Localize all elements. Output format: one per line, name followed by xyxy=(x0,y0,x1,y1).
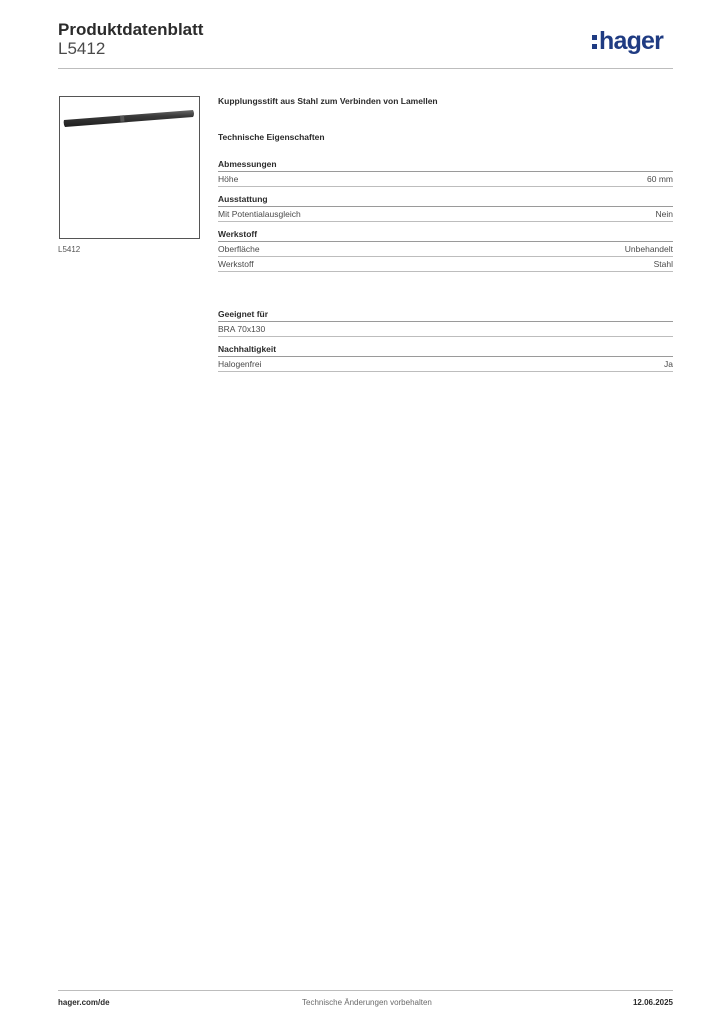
footer-divider xyxy=(58,990,673,991)
spec-label: Werkstoff xyxy=(218,259,254,269)
spec-row xyxy=(218,207,673,222)
spec-value: Ja xyxy=(664,359,673,369)
logo-text: hager xyxy=(599,26,664,55)
spec-value: Unbehandelt xyxy=(624,244,673,254)
footer-date: 12.06.2025 xyxy=(632,998,673,1007)
group-title: Abmessungen xyxy=(218,159,673,172)
coupling-pin-icon xyxy=(60,97,199,238)
page-title: Produktdatenblatt xyxy=(58,20,204,39)
group-title: Geeignet für xyxy=(218,309,673,322)
spec-value: Stahl xyxy=(653,259,673,269)
group-title: Nachhaltigkeit xyxy=(218,344,673,357)
spec-content xyxy=(218,96,673,379)
section-title: Technische Eigenschaften xyxy=(218,132,325,142)
spec-row xyxy=(218,357,673,372)
image-caption: L5412 xyxy=(58,245,81,254)
footer-note: Technische Änderungen vorbehalten xyxy=(302,998,432,1007)
spec-group-nachhaltigkeit xyxy=(218,344,673,372)
group-title: Ausstattung xyxy=(218,194,673,207)
header-divider xyxy=(58,68,673,69)
logo-dots-icon xyxy=(592,35,597,49)
hager-logo xyxy=(592,26,663,56)
spec-row xyxy=(218,172,673,187)
spec-group-werkstoff xyxy=(218,229,673,272)
spec-label: Halogenfrei xyxy=(218,359,262,369)
product-code: L5412 xyxy=(58,39,106,58)
spec-row xyxy=(218,242,673,257)
product-description: Kupplungsstift aus Stahl zum Verbinden von Lamellen xyxy=(218,96,438,106)
group-title: Werkstoff xyxy=(218,229,673,242)
spec-row xyxy=(218,257,673,272)
footer-website-link[interactable]: hager.com/de xyxy=(58,998,110,1007)
spec-value: 60 mm xyxy=(647,174,673,184)
spec-label: Mit Potentialausgleich xyxy=(218,209,301,219)
spec-row xyxy=(218,322,673,337)
spec-group-geeignet-fuer xyxy=(218,309,673,337)
spec-label: Höhe xyxy=(218,174,239,184)
spec-group-ausstattung xyxy=(218,194,673,222)
product-image xyxy=(59,96,200,239)
spec-value: Nein xyxy=(655,209,673,219)
spec-group-abmessungen xyxy=(218,159,673,187)
spec-label: Oberfläche xyxy=(218,244,260,254)
spec-label: BRA 70x130 xyxy=(218,324,266,334)
